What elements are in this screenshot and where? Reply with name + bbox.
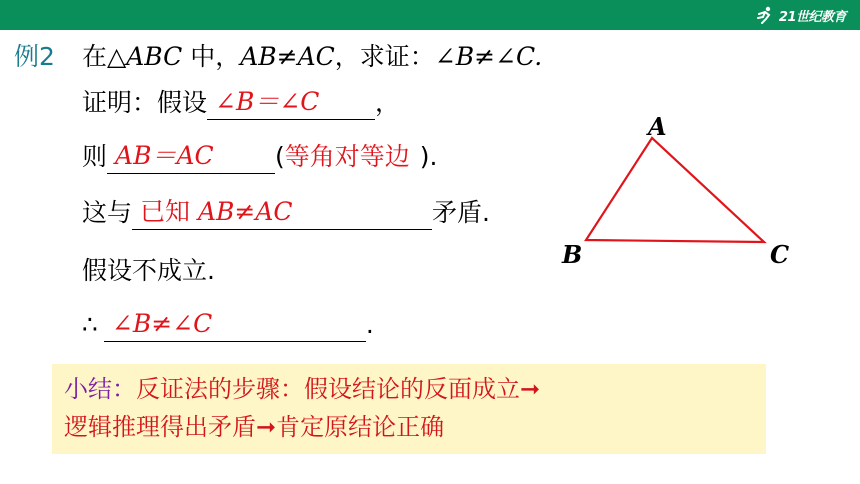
example-label: 例2 — [14, 42, 55, 71]
summary-label: 小结： — [64, 375, 136, 403]
conclusion-line — [82, 308, 374, 342]
header-bar — [0, 0, 860, 30]
reason-open: ( — [275, 142, 285, 171]
summary-line-1 — [64, 372, 540, 406]
conclusion-fill: ∠B≠∠C — [111, 309, 213, 338]
contra-suffix: 矛盾. — [432, 198, 490, 227]
problem-prefix: 在△ — [82, 42, 127, 71]
contra-fill-a: 已知 — [140, 197, 198, 226]
period: . — [365, 310, 374, 339]
contradiction-line — [82, 196, 490, 230]
problem-goal: ∠B≠∠C. — [434, 42, 543, 71]
conclusion-blank — [104, 311, 366, 342]
proof-prefix: 证明：假设 — [82, 88, 208, 117]
therefore-symbol: ∴ — [82, 310, 98, 339]
problem-statement — [82, 40, 542, 74]
invalid-line: 假设不成立. — [82, 256, 215, 285]
vertex-b-label: B — [562, 240, 583, 269]
summary-box — [52, 364, 766, 454]
contra-fill-b: AB≠AC — [197, 197, 293, 226]
problem-triangle: ABC — [126, 42, 183, 71]
contra-fill — [140, 195, 293, 229]
summary-line-2: 逻辑推理得出矛盾➞肯定原结论正确 — [64, 413, 445, 441]
vertex-c-label: C — [770, 240, 790, 269]
problem-suffix: ，求证： — [334, 42, 435, 71]
problem-given: AB≠AC — [240, 42, 335, 71]
brand-logo — [755, 4, 846, 26]
assume-fill: ∠B＝∠C — [215, 87, 320, 116]
reason-fill: 等角对等边 — [284, 142, 410, 171]
then-line — [82, 140, 438, 174]
then-prefix: 则 — [82, 142, 108, 171]
assume-blank — [207, 89, 375, 120]
reason-close: ). — [419, 142, 438, 171]
summary-line1-text: 反证法的步骤：假设结论的反面成立➞ — [136, 375, 541, 403]
vertex-a-label: A — [648, 112, 667, 141]
triangle-abc — [586, 138, 764, 242]
comma: ， — [375, 88, 401, 117]
runner-logo-icon — [755, 5, 775, 25]
then-blank — [107, 143, 275, 174]
triangle-figure — [556, 108, 806, 268]
contra-blank — [132, 199, 432, 230]
contra-prefix: 这与 — [82, 198, 133, 227]
then-fill: AB＝AC — [115, 141, 214, 170]
logo-text: 21世纪教育 — [778, 9, 846, 25]
proof-assume-line — [82, 86, 400, 120]
problem-mid: 中， — [182, 42, 241, 71]
